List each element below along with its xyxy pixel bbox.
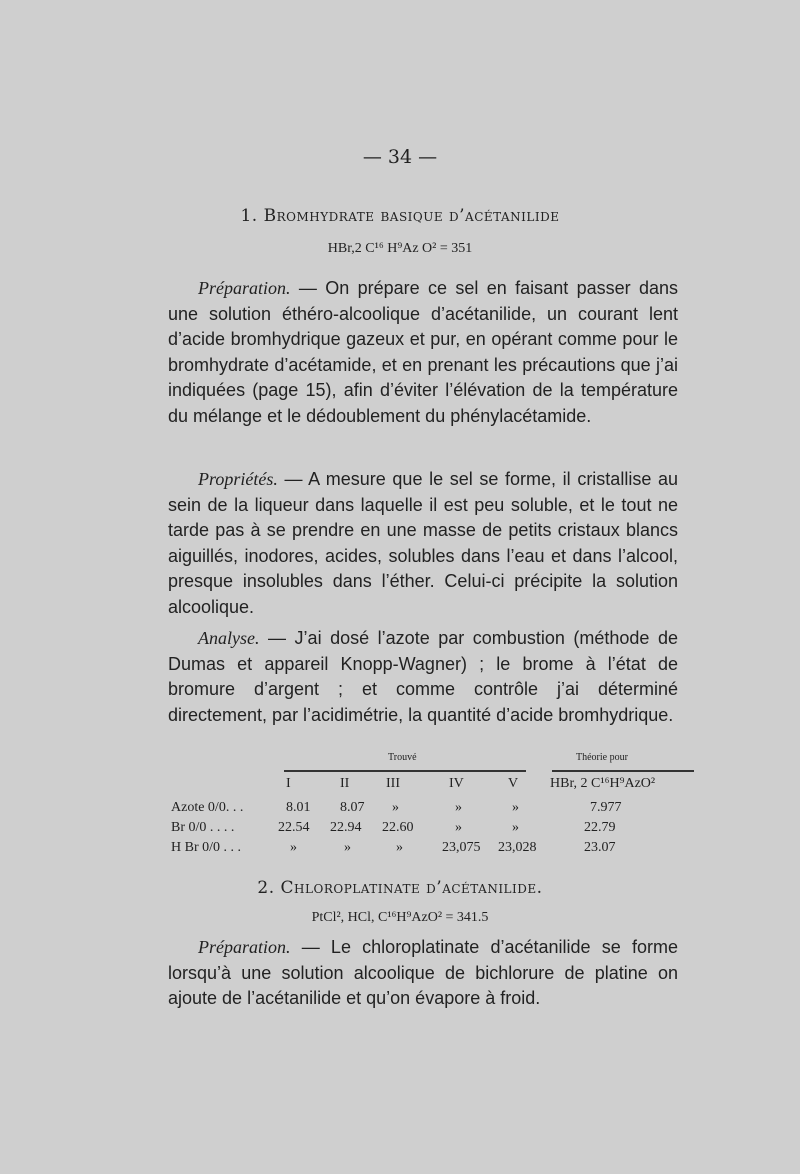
section2-preparation-paragraph	[168, 935, 678, 1012]
proprietes-lead: Propriétés.	[198, 469, 278, 489]
preparation-text: — On prépare ce sel en faisant passer dans une solution éthéro-alcoolique d’acétanilide, un courant lent d’acide bromhydrique gazeux et pur, en opérant comme pour le bromhydrate d’acétamide, et en prenant les précautions que j’ai indiquées (page 15), afin d’éviter l’élévation de la température du mélange et le dédoublement du phénylacétamide.	[168, 278, 678, 426]
cell: 23.07	[584, 840, 616, 855]
section2-heading: 2. Chloroplatinate d’acétanilide.	[257, 878, 543, 898]
theorie-brace	[552, 770, 694, 772]
cell: 22.60	[382, 820, 414, 835]
proprietes-text: — A mesure que le sel se forme, il cristallise au sein de la liqueur dans laquelle il est peu soluble, et le tout ne tarde pas à se prendre en une masse de petits cristaux blancs aiguillés, inodores, acides, solubles dans l’eau et dans l’alcool, presque insolubles dans l’éther. Celui-ci précipite la solution alcoolique.	[168, 469, 678, 617]
group-theorie: Théorie pour	[576, 752, 628, 763]
cell: 8.01	[286, 800, 311, 815]
section2-formula: PtCl², HCl, C¹⁶H⁹AzO² = 341.5	[311, 910, 489, 925]
row-label: Br 0/0 . . . .	[171, 820, 235, 835]
trouve-brace	[284, 770, 526, 772]
col-header: IV	[449, 776, 464, 791]
col-header: I	[286, 776, 291, 791]
row-label: H Br 0/0 . . .	[171, 840, 241, 855]
section1-formula: HBr,2 C¹⁶ H⁹Az O² = 351	[327, 241, 473, 256]
preparation-lead: Préparation.	[198, 278, 291, 298]
col-header: HBr, 2 C¹⁶H⁹AzO²	[550, 776, 656, 791]
section2-preparation-text: — Le chloroplatinate d’acétanilide se forme lorsqu’à une solution alcoolique de bichlorure de platine on ajoute de l’acétanilide et qu’on évapore à froid.	[168, 937, 678, 1009]
row-label: Azote 0/0. . .	[171, 800, 244, 815]
section1-heading: 1. Bromhydrate basique d’acétanilide	[240, 206, 560, 226]
cell: »	[455, 820, 462, 835]
cell: »	[455, 800, 462, 815]
cell: »	[396, 840, 403, 855]
section2-preparation-lead: Préparation.	[198, 937, 291, 957]
col-header: III	[386, 776, 400, 791]
cell: »	[512, 800, 519, 815]
cell: 8.07	[340, 800, 365, 815]
cell: 23,028	[498, 840, 537, 855]
group-trouve: Trouvé	[388, 752, 417, 763]
analyse-text: — J’ai dosé l’azote par combustion (méthode de Dumas et appareil Knopp-Wagner) ; le brome à l’état de bromure d’argent ; et comme contrôle j’ai déterminé directement, par l’acidimétrie, la quantité d’acide bromhydrique.	[168, 628, 678, 725]
cell: »	[392, 800, 399, 815]
cell: »	[290, 840, 297, 855]
col-header: II	[340, 776, 350, 791]
page-number: — 34 —	[362, 146, 438, 168]
cell: »	[512, 820, 519, 835]
cell: 22.79	[584, 820, 616, 835]
cell: 22.54	[278, 820, 310, 835]
cell: 7.977	[590, 800, 622, 815]
cell: 22.94	[330, 820, 362, 835]
cell: 23,075	[442, 840, 481, 855]
analyse-lead: Analyse.	[198, 628, 260, 648]
cell: »	[344, 840, 351, 855]
col-header: V	[508, 776, 519, 791]
